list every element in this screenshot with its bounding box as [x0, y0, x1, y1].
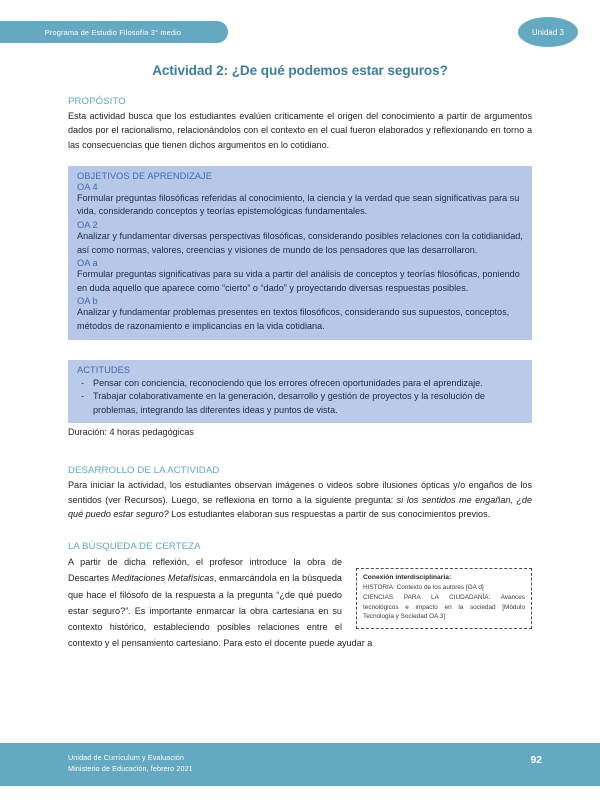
actitud-text: Trabajar colaborativamente en la generación, desarrollo y gestión de proyectos y la resolución de problemas, integrando las diferentes ideas y puntos de vista.: [93, 391, 485, 415]
duracion-text: Duración: 4 horas pedagógicas: [68, 427, 194, 438]
objetivo-item: [77, 182, 523, 219]
proposito-heading: PROPÓSITO: [68, 96, 126, 107]
actitudes-list: [77, 377, 523, 418]
actitudes-box: [68, 360, 532, 424]
unit-badge: [518, 17, 578, 47]
objetivos-heading: OBJETIVOS DE APRENDIZAJE: [77, 170, 213, 181]
page-title: Actividad 2: ¿De qué podemos estar seguros?: [152, 63, 448, 78]
footer-line-1: Unidad de Currículum y Evaluación: [68, 753, 184, 762]
busqueda-text-part1: A partir de dicha reflexión, el profesor introduce la obra de Descartes: [68, 557, 342, 584]
objetivos-box: [68, 166, 532, 340]
objetivo-item: [77, 258, 523, 295]
actitud-text: Pensar con conciencia, reconociendo que los errores ofrecen oportunidades para el aprendizaje.: [93, 377, 483, 388]
proposito-text: Esta actividad busca que los estudiantes evalúen críticamente el origen del conocimiento a partir de argumentos dados por el racionalismo, relacionándolos con el contexto en el cual fueron elaborados y reflexionando en torno a las consecuencias que tienen dichos argumentos en lo cotidiano.: [68, 111, 532, 150]
desarrollo-text: [68, 478, 532, 521]
header-program-band: [0, 21, 228, 43]
conexion-title: Conexión interdisciplinaria:: [363, 574, 452, 582]
conexion-line: HISTORIA: Contexto de los autores [OA d]: [363, 584, 484, 592]
desarrollo-heading: DESARROLLO DE LA ACTIVIDAD: [68, 465, 220, 477]
objetivo-code: OA b: [77, 296, 98, 307]
conexion-line: CIENCIAS PARA LA CIUDADANÍA: Avances tecnológicos e impacto en la sociedad [Módulo Tecnología y Sociedad OA 3]: [363, 593, 525, 621]
header-program-label: Programa de Estudio Filosofía 3° medio: [44, 27, 182, 37]
actitudes-heading: ACTITUDES: [77, 364, 131, 375]
objetivo-text: Formular preguntas filosóficas referidas al conocimiento, la ciencia y la verdad que sean significativas para su vida, considerando conceptos y teorías epistemológicas fundamentales.: [77, 192, 520, 217]
objetivo-code: OA a: [77, 258, 98, 269]
desarrollo-text-part1: Para iniciar la actividad, los estudiantes observan imágenes o videos sobre ilusiones ópticas y/o engaños de los sentidos (ver Recursos). Luego, se reflexiona en torno a la siguiente pregunta:: [68, 480, 532, 505]
desarrollo-text-part2: Los estudiantes elaboran sus respuestas a partir de sus conocimientos previos.: [168, 509, 491, 520]
footer-institution: [68, 753, 193, 774]
objetivo-text: Analizar y fundamentar diversas perspectivas filosóficas, considerando posibles relaciones con la cotidianidad, así como normas, valores, creencias y visiones de mundo de los pensadores que las desarrollaron.: [77, 231, 523, 255]
objetivo-code: OA 2: [77, 220, 98, 231]
desarrollo-text-emphasis: si los sentidos me engañan, ¿de qué puedo estar seguro?: [68, 494, 533, 520]
busqueda-text-emphasis: Meditaciones Metafísicas: [111, 573, 214, 584]
bullet-dash: -: [81, 377, 85, 388]
conexion-interdisciplinaria-box: [356, 568, 532, 628]
objetivo-text: Formular preguntas significativas para su vida a partir del análisis de conceptos y teorías filosóficas, poniendo en duda aquello que aparece como “cierto” o “dado” y proyectando diversas respuestas posibles.: [77, 269, 520, 293]
document-content: [68, 96, 532, 651]
page-number: 92: [530, 755, 542, 766]
list-item: [77, 377, 523, 391]
objetivo-item: [77, 296, 523, 333]
objetivo-text: Analizar y fundamentar problemas presentes en textos filosóficos, considerando sus supuestos, conceptos, métodos de razonamiento e implicancias en la vida cotidiana.: [77, 307, 510, 332]
list-item: [77, 390, 523, 417]
objetivo-code: OA 4: [77, 181, 98, 192]
busqueda-text-part2: , enmarcándola en la búsqueda que hace el filósofo de la respuesta a la pregunta “¿de qué puedo estar seguro?”. Es importante enmarcar la obra cartesiana en su contexto histórico, estableciendo posibles relaciones entre el contexto y el pensamiento cartesiano. Para esto el docente puede ayudar a: [68, 573, 373, 648]
busqueda-heading: LA BÚSQUEDA DE CERTEZA: [68, 541, 201, 553]
busqueda-block: [68, 554, 532, 651]
bullet-dash: -: [81, 391, 85, 402]
unit-badge-label: Unidad 3: [531, 27, 564, 37]
footer-line-2: Ministerio de Educación, febrero 2021: [68, 763, 193, 773]
objetivo-item: [77, 220, 523, 257]
